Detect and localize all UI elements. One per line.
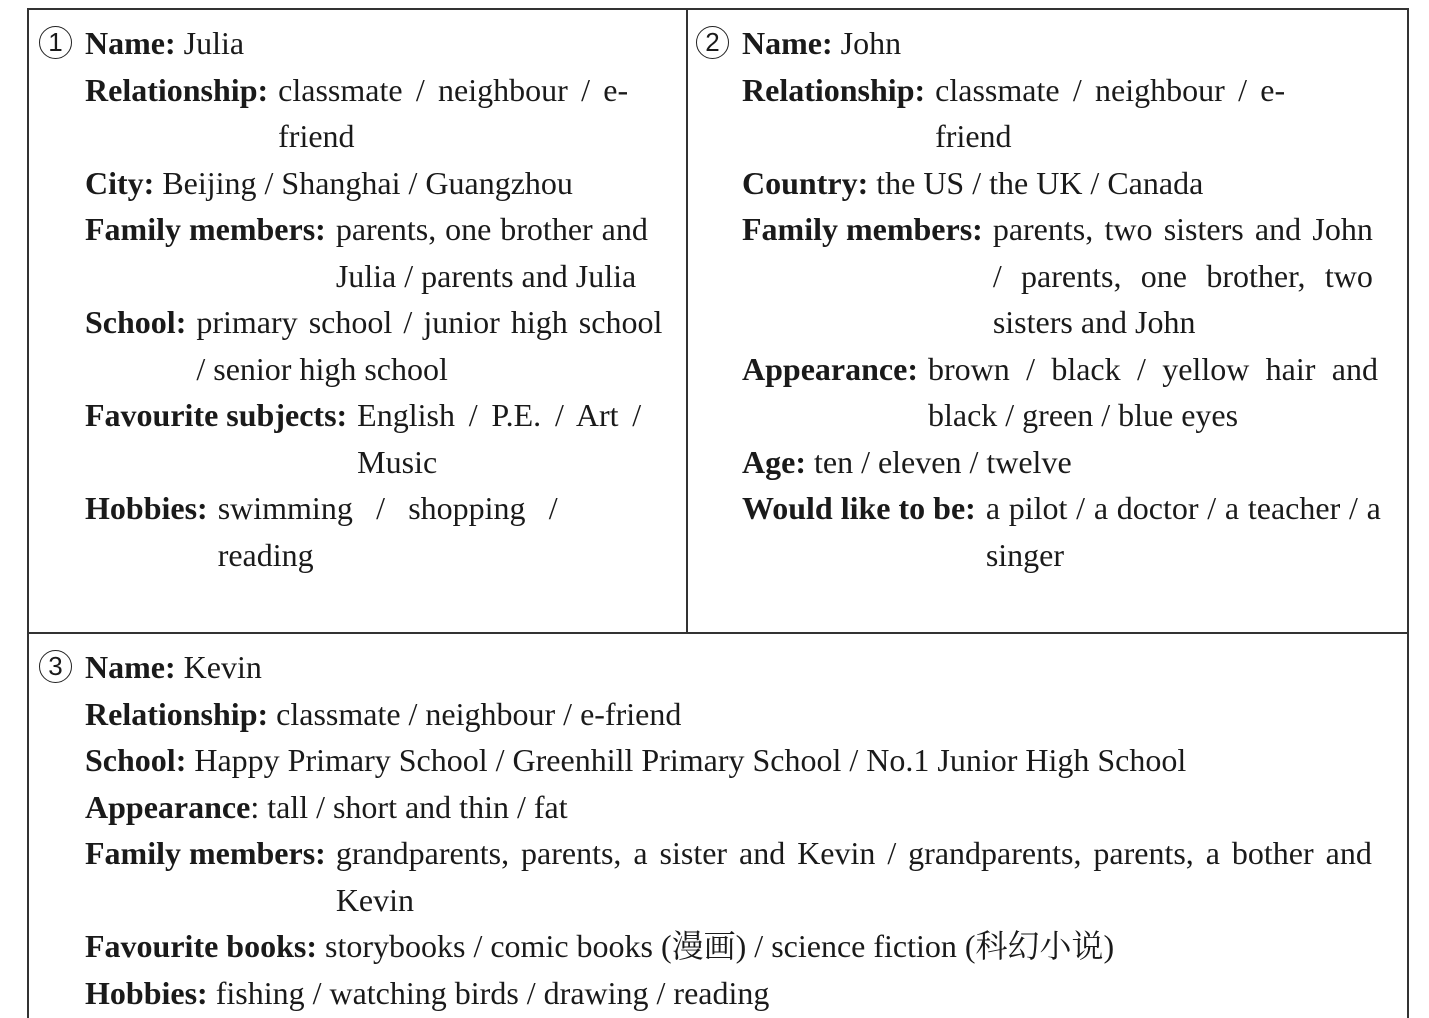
appearance-colon: :: [250, 788, 260, 825]
family-row: [85, 206, 677, 299]
relationship-label: Relationship:: [85, 71, 269, 108]
family-label: Family members:: [85, 835, 326, 871]
family-value: grandparents, parents, a sister and Kevin / grandparents, parents, a bother and Kevin: [335, 835, 1372, 918]
country-value: the US / the UK / Canada: [876, 164, 1204, 201]
card-julia: [48, 20, 677, 578]
row-divider: [29, 632, 1407, 634]
circled-number: 1: [39, 26, 72, 59]
would-like-row: [742, 485, 1402, 578]
family-row: [85, 830, 1401, 923]
subjects-label: Favourite subjects:: [85, 397, 348, 433]
city-label: City:: [85, 164, 155, 201]
age-label: Age:: [742, 443, 806, 480]
appearance-value: brown / black / yellow hair and black / green / blue eyes: [927, 350, 1378, 433]
circled-number: 3: [39, 650, 72, 683]
age-value: ten / eleven / twelve: [813, 443, 1072, 480]
would-like-label: Would like to be:: [742, 490, 976, 526]
school-row: [85, 737, 1401, 784]
school-value: primary school / junior high school / senior high school: [196, 304, 663, 387]
relationship-row: [85, 67, 677, 160]
family-label: Family members:: [742, 211, 983, 247]
city-value: Beijing / Shanghai / Guangzhou: [162, 164, 573, 201]
appearance-row: [85, 784, 1401, 831]
relationship-label: Relationship:: [85, 695, 269, 732]
hobbies-value: fishing / watching birds / drawing / reading: [215, 974, 770, 1011]
country-label: Country:: [742, 164, 869, 201]
card-john: [705, 20, 1402, 578]
books-row: [85, 923, 1401, 970]
name-value: Kevin: [183, 649, 262, 685]
name-label: Name:: [85, 25, 176, 61]
relationship-value: classmate / neighbour / e-friend: [278, 71, 629, 154]
hobbies-value: swimming / shopping / reading: [217, 490, 558, 573]
country-row: [742, 160, 1402, 207]
would-like-value: a pilot / a doctor / a teacher / a singer: [985, 490, 1381, 573]
name-row: [48, 644, 1401, 691]
school-label: School:: [85, 742, 187, 778]
circled-number: 2: [696, 26, 729, 59]
subjects-value: English / P.E. / Art / Music: [357, 397, 642, 480]
relationship-value: classmate / neighbour / e-friend: [276, 695, 682, 732]
family-value: parents, two sisters and John / parents, one brother, two sisters and John: [992, 211, 1373, 340]
relationship-value: classmate / neighbour / e-friend: [935, 71, 1286, 154]
relationship-label: Relationship:: [742, 71, 926, 108]
name-label: Name:: [742, 25, 833, 61]
hobbies-label: Hobbies:: [85, 974, 208, 1011]
family-value: parents, one brother and Julia / parents and Julia: [335, 211, 648, 294]
name-row: [705, 20, 1402, 67]
relationship-row: [742, 67, 1402, 160]
age-row: [742, 439, 1402, 486]
card-kevin: [48, 644, 1401, 1016]
name-value: Julia: [183, 25, 245, 61]
relationship-row: [85, 691, 1401, 738]
school-value: Happy Primary School / Greenhill Primary School / No.1 Junior High School: [194, 742, 1187, 778]
column-divider: [686, 10, 688, 632]
name-row: [48, 20, 677, 67]
subjects-row: [85, 392, 677, 485]
school-label: School:: [85, 304, 187, 340]
family-label: Family members:: [85, 211, 326, 247]
appearance-row: [742, 346, 1402, 439]
books-value: storybooks / comic books (漫画) / science fiction (科幻小说): [325, 928, 1115, 964]
name-value: John: [840, 25, 902, 61]
hobbies-row: [85, 485, 677, 578]
books-label: Favourite books:: [85, 928, 317, 964]
hobbies-label: Hobbies:: [85, 490, 208, 526]
appearance-label: Appearance:: [742, 350, 918, 387]
appearance-label: Appearance: [85, 788, 251, 825]
appearance-value: tall / short and thin / fat: [267, 788, 568, 825]
school-row: [85, 299, 677, 392]
name-label: Name:: [85, 649, 176, 685]
hobbies-row: [85, 970, 1401, 1017]
city-row: [85, 160, 677, 207]
family-row: [742, 206, 1402, 346]
